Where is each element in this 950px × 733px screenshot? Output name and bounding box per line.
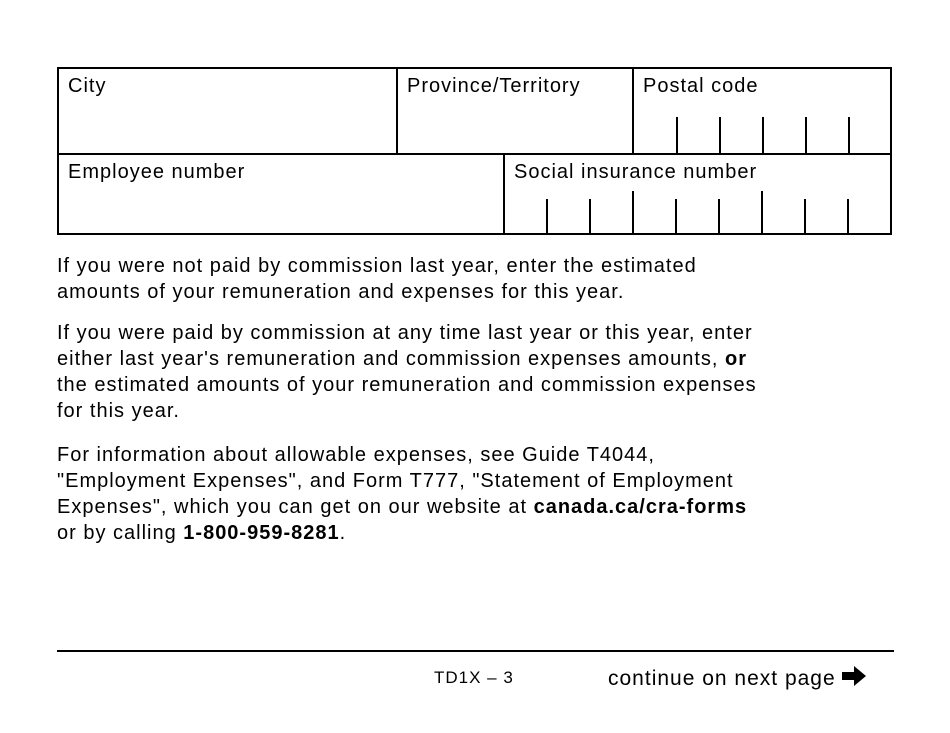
page-number: TD1X – 3 xyxy=(434,668,514,687)
employee-number-cell[interactable] xyxy=(59,155,503,233)
city-label: City xyxy=(68,75,107,97)
instructions-not-commission xyxy=(57,253,907,305)
p1-line2: amounts of your remuneration and expenses for this year. xyxy=(57,281,625,303)
continue-label: continue on next page xyxy=(608,667,836,690)
sin-tick xyxy=(675,199,677,233)
employee-number-label: Employee number xyxy=(68,161,246,183)
sin-label: Social insurance number xyxy=(514,161,758,183)
city-input[interactable] xyxy=(67,103,391,149)
sin-tick xyxy=(589,199,591,233)
postal-code-tick xyxy=(848,117,850,153)
sin-tick xyxy=(804,199,806,233)
p3-line4: or by calling xyxy=(57,522,177,544)
continue-next-page[interactable] xyxy=(608,665,868,693)
province-label: Province/Territory xyxy=(407,75,581,97)
p2-line3: the estimated amounts of your remuneration and commission expenses xyxy=(57,374,757,396)
sin-tick xyxy=(847,199,849,233)
arrow-right-icon xyxy=(840,665,868,693)
province-input[interactable] xyxy=(406,103,630,149)
p2-line4: for this year. xyxy=(57,400,180,422)
province-cell[interactable] xyxy=(398,69,632,153)
sin-tick xyxy=(718,199,720,233)
cra-phone-number[interactable]: 1-800-959-8281 xyxy=(183,522,340,544)
p2-line1: If you were paid by commission at any time last year or this year, enter xyxy=(57,322,753,344)
sin-group-tick xyxy=(761,191,763,233)
p3-line3: Expenses", which you can get on our website at xyxy=(57,496,528,518)
p3-line1: For information about allowable expenses, see Guide T4044, xyxy=(57,444,655,466)
sin-tick xyxy=(546,199,548,233)
sin-group-tick xyxy=(632,191,634,233)
p2-line2: either last year's remuneration and commission expenses amounts, xyxy=(57,348,719,370)
cra-forms-link[interactable]: canada.ca/cra-forms xyxy=(533,496,748,518)
instructions-allowable-expenses xyxy=(57,442,907,546)
sin-input[interactable] xyxy=(507,197,891,233)
p1-line1: If you were not paid by commission last year, enter the estimated xyxy=(57,255,697,277)
postal-code-tick xyxy=(719,117,721,153)
footer-rule xyxy=(57,650,894,652)
instructions-commission xyxy=(57,320,907,424)
employee-info-form xyxy=(57,67,892,235)
postal-code-tick xyxy=(762,117,764,153)
postal-code-tick xyxy=(676,117,678,153)
p3-period: . xyxy=(339,522,347,544)
sin-cell[interactable] xyxy=(505,155,890,233)
postal-code-label: Postal code xyxy=(643,75,759,97)
p2-or-emphasis: or xyxy=(725,348,748,370)
employee-number-input[interactable] xyxy=(67,187,501,229)
postal-code-tick xyxy=(805,117,807,153)
city-cell[interactable] xyxy=(59,69,396,153)
p3-line2: "Employment Expenses", and Form T777, "Statement of Employment xyxy=(57,470,734,492)
